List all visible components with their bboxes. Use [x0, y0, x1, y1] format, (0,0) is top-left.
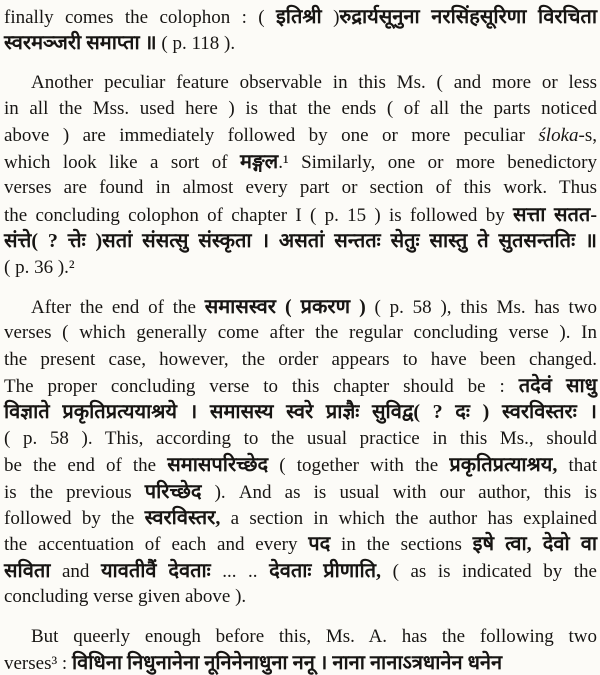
sanskrit-text: सविता [4, 559, 51, 582]
sanskrit-text: संत्ते( ? त्तेः )सतां संसत्सु संस्कृता । असतां सन्ततः सेतुः सास्तु ते सुतसन्ततिः ॥ [4, 230, 597, 253]
english-text: ( p. 58 ), this Ms. has two [365, 296, 597, 318]
english-text: finally comes the colophon : ( [4, 7, 276, 28]
text-line [4, 584, 597, 610]
english-text: verses are found in almost every part or section of this work. Thus [4, 177, 597, 199]
text-line [4, 149, 597, 175]
text-line [4, 624, 597, 650]
sanskrit-text: इषे त्वा, देवो वा [472, 533, 598, 556]
italic-term: śloka [538, 124, 579, 146]
text-line [4, 531, 597, 557]
text-line [4, 228, 597, 254]
sanskrit-text: देवताः प्रीणाति, [269, 559, 382, 582]
english-text: a section in which the author has explained [220, 508, 597, 530]
english-text: .¹ Similarly, one or more benedictory [278, 151, 597, 173]
english-text: that [557, 455, 597, 477]
text-line [4, 347, 597, 373]
sanskrit-text: स्वरविस्तर, [144, 507, 221, 530]
text-line [4, 479, 597, 505]
text-line [4, 426, 597, 452]
english-text: in all the Mss. used here ) is that the ends ( of all the parts noticed [4, 98, 597, 120]
english-text: the accentuation of each and every [4, 534, 309, 556]
english-text: -s, [578, 124, 597, 146]
english-text: be the end of the [4, 455, 168, 477]
text-line [4, 294, 597, 320]
english-text: followed by the [4, 508, 145, 530]
english-text: ( as is indicated by the [381, 560, 597, 582]
text-line [4, 373, 597, 399]
text-line [4, 123, 597, 149]
sanskrit-text: परिच्छेद [144, 480, 202, 503]
english-text: verses ( which generally come after the regular concluding verse ). In [4, 322, 597, 344]
english-text: which look like a sort of [4, 151, 241, 173]
sanskrit-text: मङ्गल [240, 150, 279, 173]
sanskrit-text: सत्ता सतत- [512, 203, 597, 226]
text-line [4, 96, 597, 122]
english-text: concluding verse given above ). [4, 586, 247, 608]
english-text: ( p. 118 ). [156, 33, 236, 55]
text-line [4, 202, 597, 228]
sanskrit-text: विधिना निधुनानेना नूनिनेनाधुना ननू । नाना नानाऽत्रधानेन धनेन [71, 651, 503, 674]
english-text: ( p. 36 ).² [4, 256, 75, 278]
sanskrit-text: समासपरिच्छेद [167, 454, 269, 477]
text-line [4, 175, 597, 201]
english-text: ( p. 58 ). This, according to the usual practice in this Ms., should [4, 427, 597, 449]
english-text: ( together with the [268, 455, 450, 477]
sanskrit-text: रुद्रार्यसूनुना नरसिंहसूरिणा विरचिता [339, 6, 598, 28]
sanskrit-text: विज्ञाते प्रकृतिप्रत्ययाश्रये । समासस्य स्वरे प्राज्ञैः सुविद्व( ? दः ) स्वरविस्तरः । [4, 401, 597, 424]
english-text: Another peculiar feature observable in this Ms. ( and more or less [31, 71, 597, 93]
text-line [4, 452, 597, 478]
english-text: is the previous [4, 481, 145, 503]
english-text: The proper concluding verse to this chapter should be : [4, 376, 519, 398]
sanskrit-text: तदेवं साधु [518, 375, 597, 398]
sanskrit-text: इतिश्री [275, 6, 322, 28]
sanskrit-text: स्वरमञ्जरी समाप्ता ॥ [4, 32, 157, 55]
english-text: the present case, however, the order appears to have been changed. [4, 348, 597, 370]
sanskrit-text: समासस्वर ( प्रकरण ) [204, 295, 366, 318]
english-text: After the end of the [31, 296, 205, 318]
sanskrit-text: यावतीवैं देवताः [100, 559, 211, 582]
sanskrit-text: पद [308, 533, 331, 556]
english-text: verses³ : [4, 652, 72, 674]
english-text: But queerly enough before this, Ms. A. has the following two [31, 625, 597, 647]
english-text: in the sections [330, 534, 473, 556]
english-text: above ) are immediately followed by one or more peculiar [4, 124, 539, 146]
text-line [4, 255, 597, 281]
english-text: ) [321, 7, 340, 28]
text-line [4, 505, 597, 531]
sanskrit-text: प्रकृतिप्रत्याश्रय, [449, 454, 558, 477]
text-line [4, 399, 597, 425]
english-text: and [50, 560, 101, 582]
text-line [4, 4, 597, 30]
text-line [4, 320, 597, 346]
text-line [4, 650, 597, 675]
text-line [4, 558, 597, 584]
english-text: ... .. [210, 560, 270, 582]
english-text: the concluding colophon of chapter I ( p. 15 ) is followed by [4, 204, 513, 226]
text-line [4, 70, 597, 96]
text-line [4, 30, 597, 56]
english-text: ). And as is usual with our author, this is [201, 481, 597, 503]
